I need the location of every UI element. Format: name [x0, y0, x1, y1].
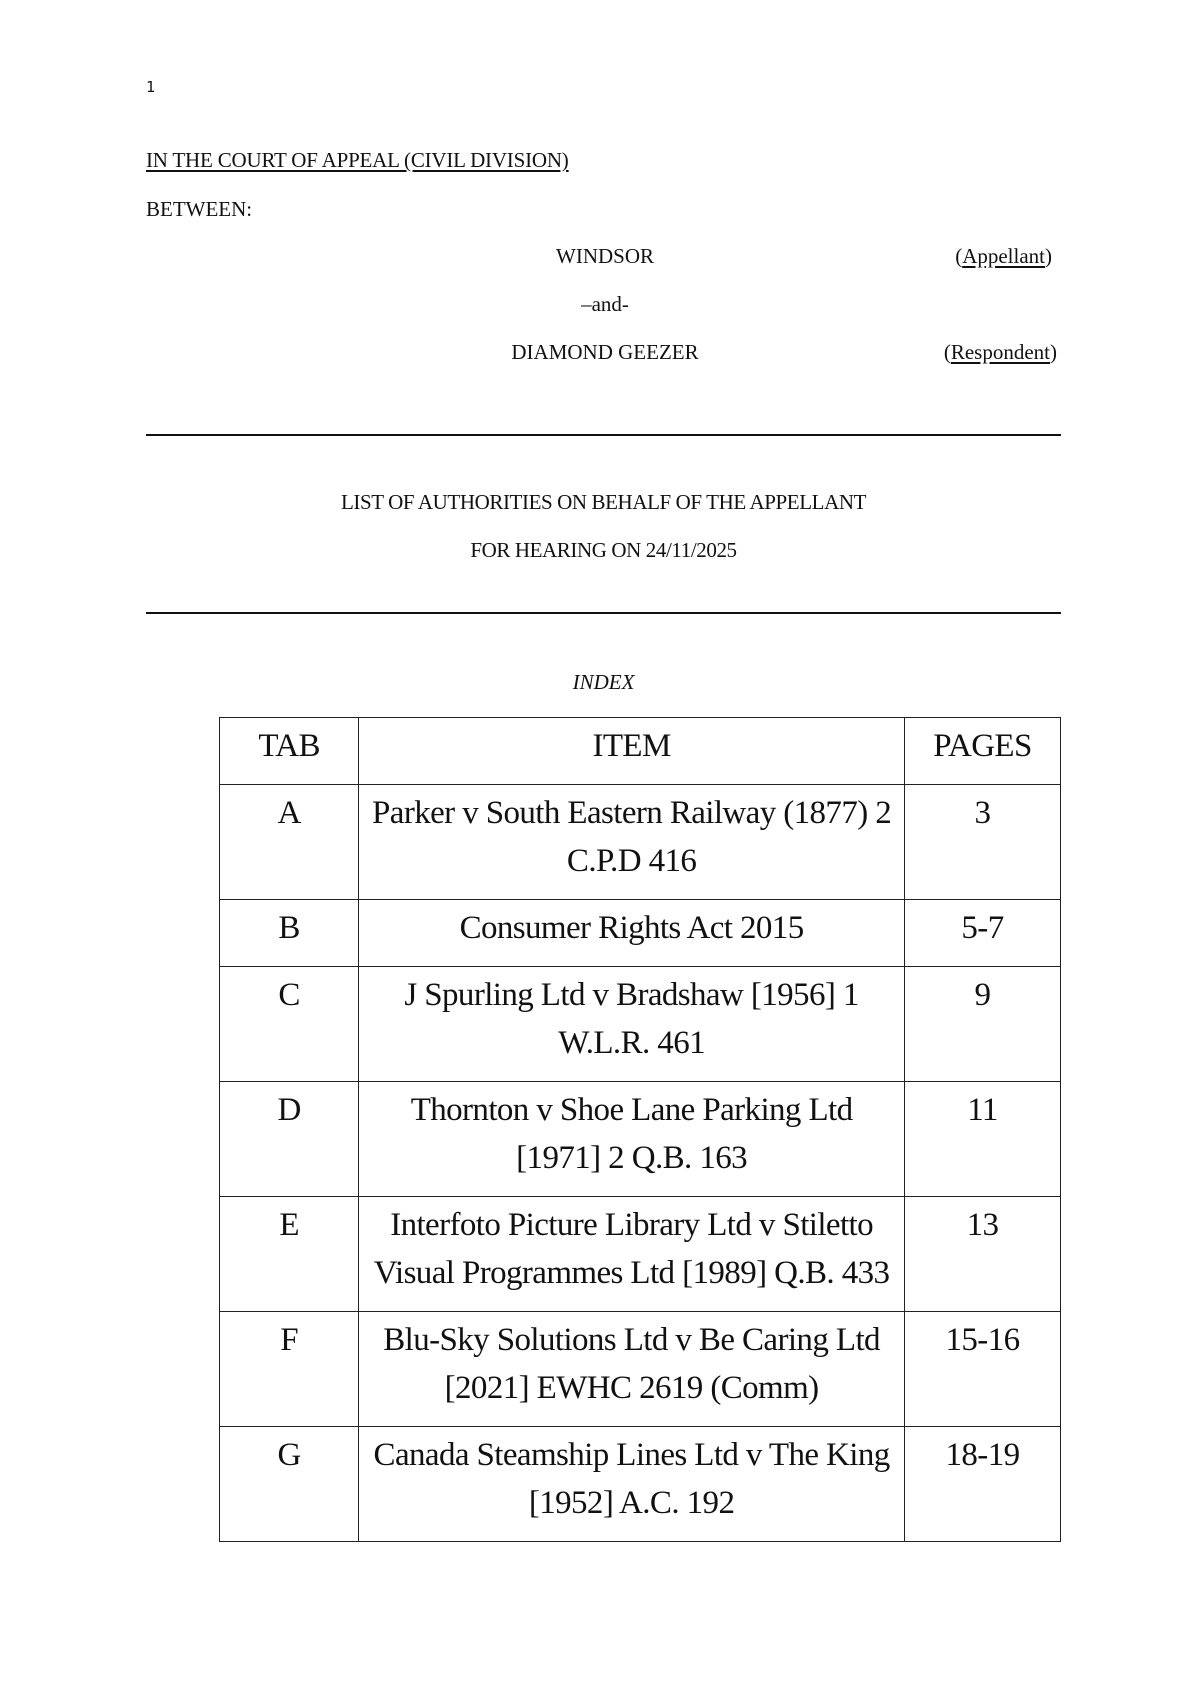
- heading-line-1: LIST OF AUTHORITIES ON BEHALF OF THE APPELLANT: [340, 490, 867, 514]
- row-item: Canada Steamship Lines Ltd v The King [1952] A.C. 192: [359, 1427, 905, 1542]
- row-pages: 3: [905, 785, 1061, 900]
- index-label: INDEX: [572, 670, 635, 694]
- appellant-name: WINDSOR: [556, 244, 654, 268]
- between-label: BETWEEN:: [146, 197, 253, 221]
- respondent-name: DIAMOND GEEZER: [511, 340, 699, 364]
- table-row: [220, 1312, 1061, 1427]
- row-pages: 15-16: [905, 1312, 1061, 1427]
- row-tab: B: [220, 900, 359, 967]
- heading-line-2: FOR HEARING ON 24/11/2025: [470, 538, 737, 562]
- row-tab: F: [220, 1312, 359, 1427]
- row-pages: 11: [905, 1082, 1061, 1197]
- authorities-table: [219, 717, 1061, 1542]
- row-tab: A: [220, 785, 359, 900]
- table-row: [220, 1082, 1061, 1197]
- row-pages: 13: [905, 1197, 1061, 1312]
- parties-separator: [480, 292, 730, 317]
- row-item: Thornton v Shoe Lane Parking Ltd [1971] 2 Q.B. 163: [359, 1082, 905, 1197]
- row-tab: G: [220, 1427, 359, 1542]
- divider-top: [146, 434, 1061, 436]
- header-item: ITEM: [359, 718, 905, 785]
- table-row: [220, 967, 1061, 1082]
- header-tab: TAB: [220, 718, 359, 785]
- respondent-role-text: Respondent: [950, 340, 1050, 364]
- table-header-row: [220, 718, 1061, 785]
- header-pages: PAGES: [905, 718, 1061, 785]
- respondent-role: (Respondent): [943, 340, 1057, 364]
- row-pages: 18-19: [905, 1427, 1061, 1542]
- row-item: J Spurling Ltd v Bradshaw [1956] 1 W.L.R. 461: [359, 967, 905, 1082]
- row-item: Interfoto Picture Library Ltd v Stiletto Visual Programmes Ltd [1989] Q.B. 433: [359, 1197, 905, 1312]
- page-number: 1: [146, 78, 156, 96]
- appellant-role: (Appellant): [955, 244, 1052, 268]
- row-tab: C: [220, 967, 359, 1082]
- respondent-row: [480, 340, 1057, 368]
- row-item: Consumer Rights Act 2015: [359, 900, 905, 967]
- appellant-role-text: Appellant: [962, 244, 1045, 268]
- divider-bottom: [146, 612, 1061, 614]
- row-pages: 9: [905, 967, 1061, 1082]
- table-row: [220, 1427, 1061, 1542]
- row-tab: E: [220, 1197, 359, 1312]
- separator-text: –and-: [581, 292, 629, 316]
- row-item: Parker v South Eastern Railway (1877) 2 C.P.D 416: [359, 785, 905, 900]
- court-title: IN THE COURT OF APPEAL (CIVIL DIVISION): [146, 148, 569, 172]
- row-item: Blu-Sky Solutions Ltd v Be Caring Ltd [2021] EWHC 2619 (Comm): [359, 1312, 905, 1427]
- table-row: [220, 900, 1061, 967]
- appellant-row: [480, 244, 1052, 272]
- row-tab: D: [220, 1082, 359, 1197]
- table-row: [220, 785, 1061, 900]
- table-row: [220, 1197, 1061, 1312]
- row-pages: 5-7: [905, 900, 1061, 967]
